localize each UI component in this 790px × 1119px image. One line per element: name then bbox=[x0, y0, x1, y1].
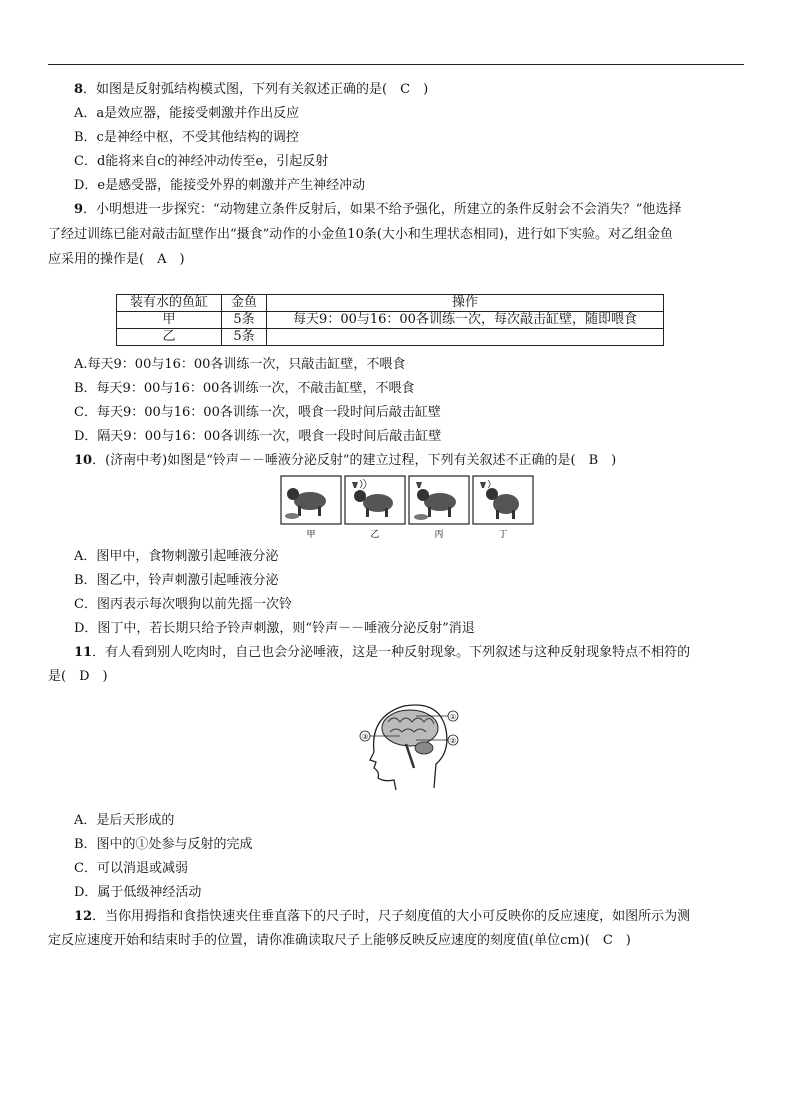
q12-stem-line2: 定反应速度开始和结束时手的位置，请你准确读取尺子上能够反映反应速度的刻度值(单位cm)( C ) bbox=[48, 933, 631, 948]
q9-stem-line2: 了经过训练已能对敲击缸壁作出“摄食”动作的小金鱼10条(大小和生理状态相同)，进行如下实验。对乙组金鱼 bbox=[48, 227, 673, 242]
table-header-cell: 装有水的鱼缸 bbox=[117, 295, 222, 312]
q11-number: 11 bbox=[74, 645, 93, 660]
q8-option-a: A．a是效应器，能接受刺激并作出反应 bbox=[74, 106, 300, 121]
q11-brain-figure bbox=[354, 696, 464, 796]
q9-option-d: D．隔天9：00与16：00各训练一次，喂食一段时间后敲击缸壁 bbox=[74, 429, 442, 444]
panel-label: 甲 bbox=[306, 530, 316, 540]
q9-number: 9 bbox=[74, 202, 84, 217]
panel-label: 丙 bbox=[434, 530, 444, 540]
q9-option-c: C．每天9：00与16：00各训练一次，喂食一段时间后敲击缸壁 bbox=[74, 405, 441, 420]
q12-number: 12 bbox=[74, 909, 93, 924]
panel-label: 丁 bbox=[498, 530, 508, 540]
fig-label-2: ② bbox=[449, 737, 457, 745]
table-header-row bbox=[117, 295, 664, 312]
fig-label-1: ① bbox=[449, 713, 457, 721]
header-rule bbox=[48, 64, 744, 65]
q11-option-c: C．可以消退或减弱 bbox=[74, 861, 188, 876]
q9-stem-text-1: ．小明想进一步探究：“动物建立条件反射后，如果不给予强化，所建立的条件反射会不会消失？”他选择 bbox=[83, 202, 682, 217]
q10-option-a: A．图甲中，食物刺激引起唾液分泌 bbox=[74, 549, 279, 564]
q11-option-b: B．图中的①处参与反射的完成 bbox=[74, 837, 253, 852]
q10-stem bbox=[74, 452, 616, 469]
table-header-cell: 金鱼 bbox=[222, 295, 267, 312]
q10-option-c: C．图丙表示每次喂狗以前先摇一次铃 bbox=[74, 597, 292, 612]
q9-option-b: B．每天9：00与16：00各训练一次，不敲击缸壁，不喂食 bbox=[74, 381, 415, 396]
table-cell: 5条 bbox=[222, 329, 267, 346]
table-cell bbox=[267, 329, 664, 346]
panel-jia bbox=[281, 476, 341, 524]
q8-option-b: B．c是神经中枢，不受其他结构的调控 bbox=[74, 130, 299, 145]
table-cell: 5条 bbox=[222, 312, 267, 329]
table-cell: 乙 bbox=[117, 329, 222, 346]
panel-ding bbox=[473, 476, 533, 524]
fig-label-3: ③ bbox=[361, 733, 369, 741]
q10-option-b: B．图乙中，铃声刺激引起唾液分泌 bbox=[74, 573, 279, 588]
table-row bbox=[117, 312, 664, 329]
q8-number: 8 bbox=[74, 82, 84, 97]
q10-stem-text: ．(济南中考)如图是“铃声－－唾液分泌反射”的建立过程，下列有关叙述不正确的是( B ) bbox=[92, 453, 617, 468]
q10-dog-reflex-figure bbox=[280, 474, 540, 540]
q11-stem-line1 bbox=[74, 644, 690, 661]
q11-stem-text-1: ．有人看到别人吃肉时，自己也会分泌唾液，这是一种反射现象。下列叙述与这种反射现象特点不相符的 bbox=[92, 645, 691, 660]
q9-experiment-table bbox=[116, 294, 664, 346]
q11-stem-line2: 是( D ) bbox=[48, 669, 108, 684]
panel-yi bbox=[345, 476, 405, 524]
q10-option-d: D．图丁中，若长期只给予铃声刺激，则“铃声－－唾液分泌反射”消退 bbox=[74, 621, 475, 636]
q12-stem-line1 bbox=[74, 908, 690, 925]
q8-stem-text: ．如图是反射弧结构模式图，下列有关叙述正确的是( C ) bbox=[83, 82, 429, 97]
q8-stem bbox=[74, 81, 428, 98]
table-cell: 甲 bbox=[117, 312, 222, 329]
table-header-cell: 操作 bbox=[267, 295, 664, 312]
q8-option-c: C．d能将来自c的神经冲动传至e，引起反射 bbox=[74, 154, 329, 169]
q9-stem-line1 bbox=[74, 201, 681, 218]
q11-option-a: A．是后天形成的 bbox=[74, 813, 175, 828]
table-row bbox=[117, 329, 664, 346]
table-cell: 每天9：00与16：00各训练一次，每次敲击缸壁，随即喂食 bbox=[267, 312, 664, 329]
panel-label: 乙 bbox=[370, 530, 380, 540]
q9-stem-line3: 应采用的操作是( A ) bbox=[48, 252, 185, 267]
q10-number: 10 bbox=[74, 453, 93, 468]
q11-option-d: D．属于低级神经活动 bbox=[74, 885, 202, 900]
q9-option-a: A.每天9：00与16：00各训练一次，只敲击缸壁，不喂食 bbox=[74, 357, 406, 372]
panel-bing bbox=[409, 476, 469, 524]
q8-option-d: D．e是感受器，能接受外界的刺激并产生神经冲动 bbox=[74, 178, 366, 193]
q12-stem-text-1: ．当你用拇指和食指快速夹住垂直落下的尺子时，尺子刻度值的大小可反映你的反应速度，如图所示为测 bbox=[92, 909, 691, 924]
